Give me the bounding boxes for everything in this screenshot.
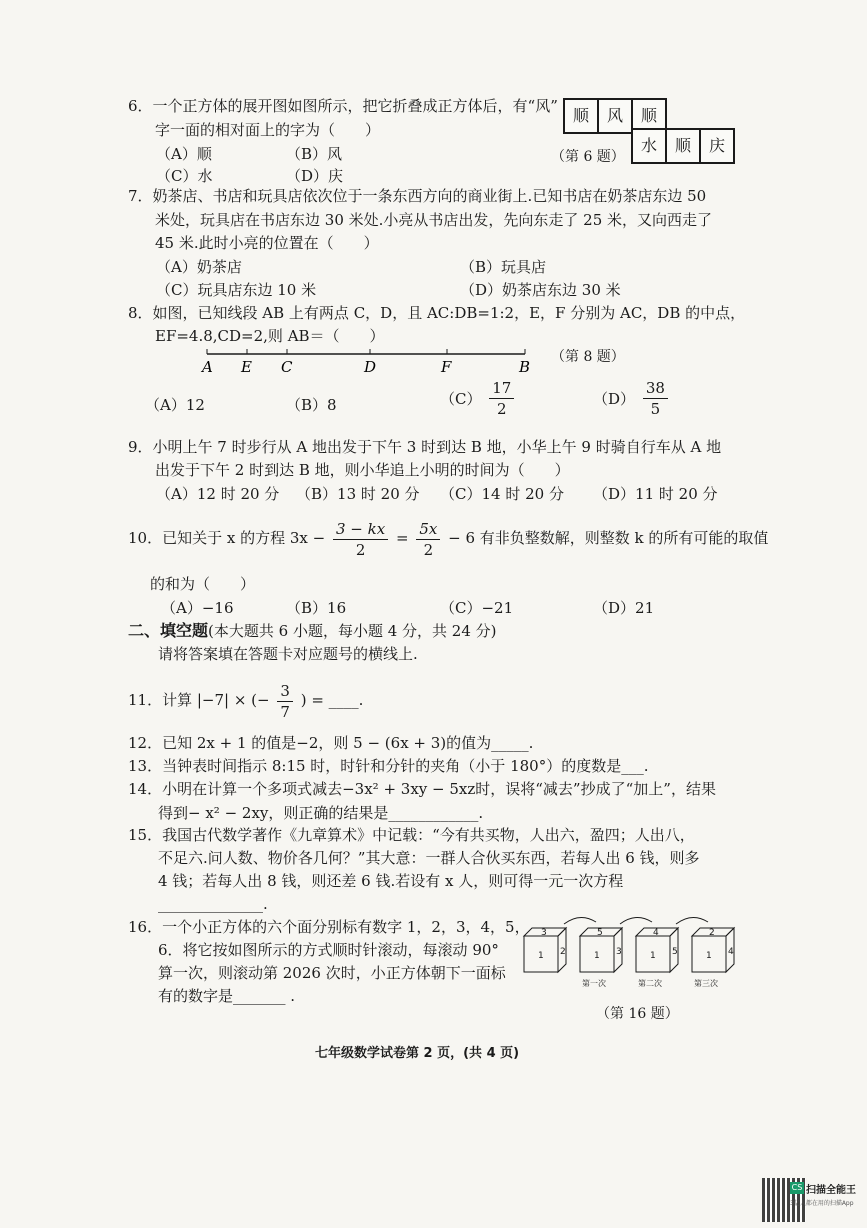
q10-option-c: （C）−21 [440,599,514,617]
q10-option-d: （D）21 [593,599,655,617]
q7-option-d: （D）奶茶店东边 30 米 [460,281,621,299]
q8-option-d [593,378,671,419]
q7-line3: 45 米.此时小亮的位置在（ ） [155,234,379,252]
cube-roll-label: 第一次 [582,979,606,988]
rolling-cube-figure [520,910,742,992]
page-footer: 七年级数学试卷第 2 页，(共 4 页) [315,1046,520,1061]
q8-option-c [440,378,517,419]
q7-option-a: （A）奶茶店 [156,258,242,276]
q9-line2: 出发于下午 2 时到达 B 地，则小华追上小明的时间为（ ） [155,461,570,479]
point-label-d: D [364,358,377,376]
q16-caption: （第 16 题） [596,1006,679,1022]
cube-top-number: 4 [653,928,659,938]
q7-option-b: （B）玩具店 [460,258,547,276]
cube-side-number: 5 [672,947,678,957]
section-2-title: 二、填空题 [128,621,209,640]
q6-line1: 6．一个正方体的展开图如图所示，把它折叠成正方体后，有“风” [128,97,558,115]
q10-text-post: − 6 有非负整数解，则整数 k 的所有可能的取值 [448,529,769,547]
fraction-numerator: 17 [489,378,514,399]
q13: 13．当钟表时间指示 8:15 时，时针和分针的夹角（小于 180°）的度数是___. [128,757,649,775]
q6-line2: 字一面的相对面上的字为（ ） [155,121,381,139]
q15-line4: ______________. [158,895,268,913]
q10-equals: = [395,529,409,547]
q8-option-a: （A）12 [145,396,205,414]
q16-line1: 16．一个小正方体的六个面分别标有数字 1，2，3，4，5， [128,918,530,936]
cube-top-number: 2 [709,928,715,938]
q11-text-post: ) = ____. [300,691,364,709]
point-label-e: E [241,358,252,376]
section-2-header [128,621,497,641]
q11-text-pre: 11．计算 |−7| × (− [128,691,270,709]
roll-arrow-icon [676,917,708,924]
segment-figure [195,340,540,376]
q15-line3: 4 钱；若每人出 8 钱，则还差 6 钱.若设有 x 人，则可得一元一次方程 [158,872,624,890]
fraction-denominator: 2 [497,400,507,418]
q16-line2: 6．将它按如图所示的方式顺时针滚动，每滚动 90° [158,941,499,959]
q9-option-c: （C）14 时 20 分 [440,485,564,503]
q9-option-a: （A）12 时 20 分 [156,485,280,503]
cube-roll-1 [580,928,622,988]
fraction-denominator: 2 [355,540,366,559]
q14-line1: 14．小明在计算一个多项式减去−3x² + 3xy − 5xz时，误将“减去”抄成了“加上”，结果 [128,780,716,798]
q6-option-d: （D）庆 [286,167,344,185]
cube-top-number: 5 [597,928,603,938]
q15-line2: 不足六.问人数、物价各几何？”其大意：一群人合伙买东西，若每人出 6 钱，则多 [158,849,700,867]
fraction-denominator: 7 [280,702,290,721]
q11 [128,678,363,722]
cube-roll-label: 第二次 [638,979,662,988]
q6-option-a: （A）顺 [156,145,212,163]
q8-line2: EF=4.8,CD=2,则 AB＝（ ） [155,327,385,345]
cube-side-number: 4 [728,947,734,957]
net-cell: 顺 [631,98,667,134]
q16-line4: 有的数字是_______ . [158,987,296,1005]
cube-top-number: 3 [541,928,547,938]
scanner-logo-icon: CS [791,1183,803,1192]
q8-option-d-label: （D） [593,390,636,408]
net-cell: 顺 [563,98,599,134]
q10-option-b: （B）16 [286,599,347,617]
q10-fraction-2 [416,519,440,560]
q8-option-c-label: （C） [440,390,482,408]
q16-line3: 算一次，则滚动第 2026 次时，小正方体朝下一面标 [158,964,506,982]
cube-front-number: 1 [594,951,600,961]
point-label-f: F [441,358,452,376]
q8-caption: （第 8 题） [551,349,625,365]
section-2-instruction: 请将答案填在答题卡对应题号的横线上. [158,645,418,663]
q10-fraction-1 [333,519,388,560]
q9-line1: 9．小明上午 7 时步行从 A 地出发于下午 3 时到达 B 地，小华上午 9 时骑自行车从 A 地 [128,438,722,456]
fraction-denominator: 5 [650,400,661,418]
cube-roll-label: 第三次 [694,979,718,988]
q6-option-b: （B）风 [286,145,343,163]
q8-option-d-fraction [643,378,668,419]
q8-option-c-fraction [489,378,514,419]
net-cell: 庆 [699,128,735,164]
q8-option-b: （B）8 [286,396,337,414]
q12: 12．已知 2x + 1 的值是−2，则 5 − (6x + 3)的值为_____. [128,734,534,752]
roll-arrow-icon [620,917,652,924]
fraction-numerator: 5x [416,519,440,540]
cube-front-number: 1 [538,951,544,961]
roll-arrow-icon [564,917,596,924]
q7-option-c: （C）玩具店东边 10 米 [156,281,317,299]
q6-caption: （第 6 题） [551,149,625,165]
q11-fraction [277,681,293,722]
point-label-b: B [519,358,531,376]
q14-line2: 得到− x² − 2xy，则正确的结果是____________. [158,804,484,822]
q10-option-a: （A）−16 [161,599,234,617]
net-cell: 水 [631,128,667,164]
q7-line1: 7．奶茶店、书店和玩具店依次位于一条东西方向的商业街上.已知书店在奶茶店东边 50 [128,187,707,205]
net-cell: 顺 [665,128,701,164]
cube-side-number: 3 [616,947,622,957]
q10-text-pre: 10．已知关于 x 的方程 3x − [128,529,326,547]
scanner-subtitle: 3亿人都在用的扫描App [790,1200,854,1207]
point-label-c: C [281,358,293,376]
cube-side-number: 2 [560,947,566,957]
fraction-numerator: 38 [643,378,668,399]
q7-line2: 米处，玩具店在书店东边 30 米处.小亮从书店出发，先向东走了 25 米，又向西走了 [155,211,713,229]
point-label-a: A [202,358,213,376]
q9-option-d: （D）11 时 20 分 [593,485,718,503]
cube-roll-2 [636,928,678,988]
fraction-numerator: 3 − kx [333,519,388,540]
q6-option-c: （C）水 [156,167,213,185]
fraction-denominator: 2 [423,540,434,559]
scanner-brand: 扫描全能王 [806,1185,856,1196]
cube-initial [524,928,566,972]
q8-line1: 8．如图，已知线段 AB 上有两点 C，D，且 AC:DB=1:2，E，F 分别为 AC，DB 的中点， [128,304,746,322]
cube-roll-3 [692,928,734,988]
q10-line1 [128,516,768,560]
q9-option-b: （B）13 时 20 分 [296,485,420,503]
q10-line2: 的和为（ ） [150,575,256,593]
cube-front-number: 1 [650,951,656,961]
net-cell: 风 [597,98,633,134]
q15-line1: 15．我国古代数学著作《九章算术》中记载：“今有共买物，人出六，盈四；人出八， [128,826,695,844]
section-2-desc: (本大题共 6 小题，每小题 4 分，共 24 分) [208,622,497,640]
cube-front-number: 1 [706,951,712,961]
fraction-numerator: 3 [277,681,293,702]
